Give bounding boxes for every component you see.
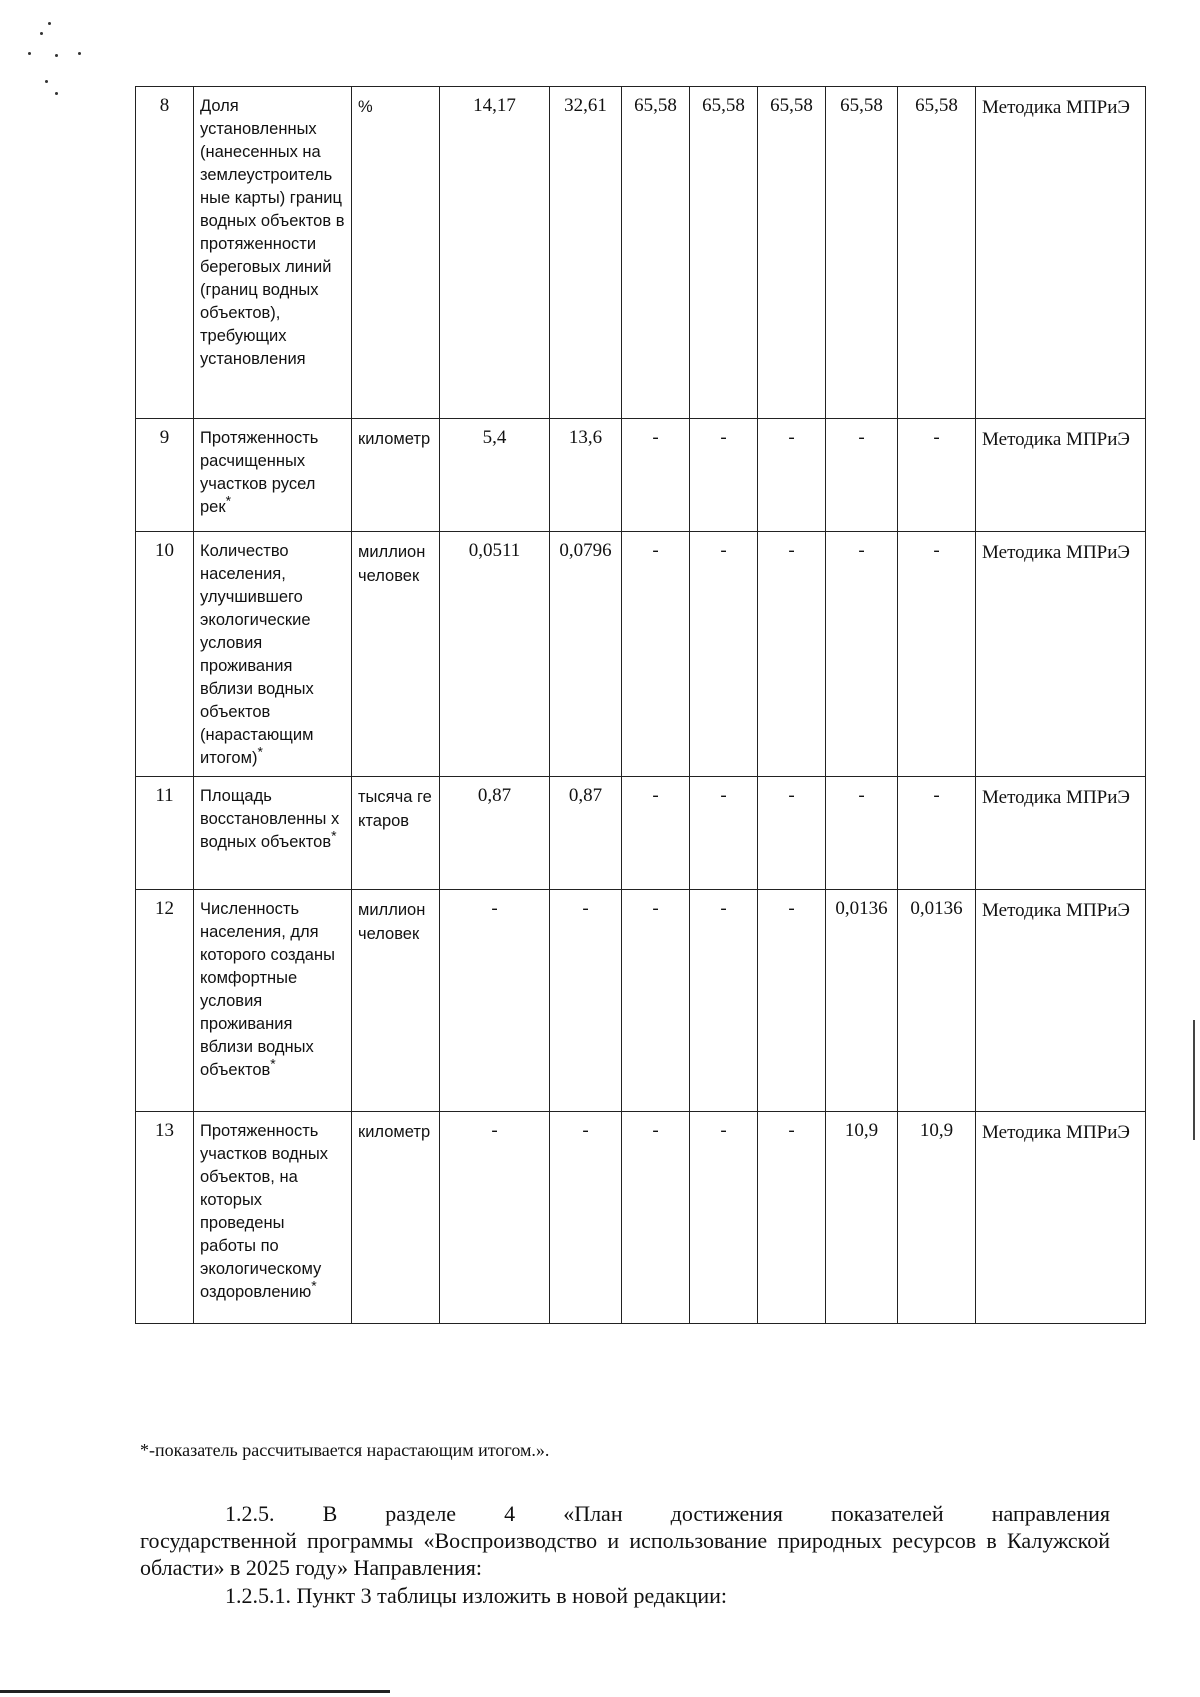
value-cell: 65,58 (622, 87, 690, 419)
value-cell: 10,9 (826, 1112, 898, 1324)
unit-of-measure: миллион человек (352, 890, 440, 1112)
value-cell: - (758, 890, 826, 1112)
scan-speck (78, 52, 81, 55)
value-cell: - (690, 777, 758, 890)
value-cell: - (898, 419, 976, 532)
value-cell: 5,4 (440, 419, 550, 532)
methodology-source: Методика МПРиЭ (976, 1112, 1146, 1324)
value-cell: - (690, 419, 758, 532)
cumulative-footnote-mark: * (311, 1277, 317, 1294)
footnote: *-показатель рассчитывается нарастающим итогом.». (140, 1440, 550, 1460)
cumulative-footnote-mark: * (270, 1055, 276, 1072)
value-cell: - (826, 532, 898, 777)
indicators-table (135, 86, 1146, 1324)
value-cell: - (550, 890, 622, 1112)
scan-speck (45, 80, 48, 83)
value-cell: 32,61 (550, 87, 622, 419)
value-cell: - (690, 890, 758, 1112)
value-cell: - (898, 777, 976, 890)
unit-of-measure: километр (352, 1112, 440, 1324)
scan-speck (55, 54, 58, 57)
row-number: 8 (136, 87, 194, 419)
methodology-source: Методика МПРиЭ (976, 419, 1146, 532)
value-cell: - (690, 1112, 758, 1324)
indicator-name-text: Протяженность участков водных объектов, на которых проведены работы по экологическому оздоровлению (200, 1122, 329, 1301)
value-cell: 0,0136 (826, 890, 898, 1112)
table-row (136, 87, 1146, 419)
table-row (136, 890, 1146, 1112)
value-cell: 13,6 (550, 419, 622, 532)
value-cell: - (622, 1112, 690, 1324)
table-row (136, 532, 1146, 777)
value-cell: 10,9 (898, 1112, 976, 1324)
value-cell: - (826, 419, 898, 532)
scan-speck (40, 32, 43, 35)
value-cell: 0,87 (550, 777, 622, 890)
value-cell: - (622, 890, 690, 1112)
table-row (136, 1112, 1146, 1324)
unit-of-measure: километр (352, 419, 440, 532)
unit-of-measure: % (352, 87, 440, 419)
scan-speck (28, 52, 31, 55)
indicator-name (194, 890, 352, 1112)
indicator-name (194, 777, 352, 890)
table-body (136, 87, 1146, 1324)
value-cell: - (440, 890, 550, 1112)
row-number: 12 (136, 890, 194, 1112)
scan-speck (55, 92, 58, 95)
cumulative-footnote-mark: * (257, 743, 263, 760)
indicator-name (194, 532, 352, 777)
row-number: 9 (136, 419, 194, 532)
value-cell: 0,0136 (898, 890, 976, 1112)
value-cell: 0,87 (440, 777, 550, 890)
table-row (136, 777, 1146, 890)
paragraph-1-2-5-rest: государственной программы «Воспроизводство и использование природных ресурсов в Калужской области» в 2025 году» Направления: (140, 1528, 1110, 1580)
row-number: 10 (136, 532, 194, 777)
indicator-name (194, 87, 352, 419)
indicator-name-text: Количество населения, улучшившего экологические условия проживания вблизи водных объектов (нарастающим итогом) (200, 542, 314, 767)
indicator-name (194, 1112, 352, 1324)
paragraph-1-2-5-1: 1.2.5.1. Пункт 3 таблицы изложить в новой редакции: (225, 1583, 728, 1608)
value-cell: - (758, 419, 826, 532)
value-cell: 65,58 (898, 87, 976, 419)
value-cell: - (622, 777, 690, 890)
value-cell: - (550, 1112, 622, 1324)
indicator-name-text: Площадь восстановленны х водных объектов (200, 787, 340, 851)
value-cell: - (622, 532, 690, 777)
methodology-source: Методика МПРиЭ (976, 777, 1146, 890)
value-cell: 65,58 (758, 87, 826, 419)
methodology-source: Методика МПРиЭ (976, 532, 1146, 777)
unit-of-measure: тысяча гектаров (352, 777, 440, 890)
table-row (136, 419, 1146, 532)
scan-speck (48, 22, 51, 25)
indicator-name-text: Численность населения, для которого созданы комфортные условия проживания вблизи водных объектов (200, 900, 335, 1079)
value-cell: 0,0511 (440, 532, 550, 777)
value-cell: 65,58 (690, 87, 758, 419)
value-cell: - (758, 532, 826, 777)
value-cell: 14,17 (440, 87, 550, 419)
cumulative-footnote-mark: * (331, 827, 337, 844)
value-cell: - (758, 1112, 826, 1324)
value-cell: - (440, 1112, 550, 1324)
value-cell: - (826, 777, 898, 890)
unit-of-measure: миллион человек (352, 532, 440, 777)
value-cell: - (898, 532, 976, 777)
value-cell: 65,58 (826, 87, 898, 419)
value-cell: - (690, 532, 758, 777)
methodology-source: Методика МПРиЭ (976, 87, 1146, 419)
row-number: 11 (136, 777, 194, 890)
value-cell: - (622, 419, 690, 532)
value-cell: 0,0796 (550, 532, 622, 777)
methodology-source: Методика МПРиЭ (976, 890, 1146, 1112)
row-number: 13 (136, 1112, 194, 1324)
indicator-name-text: Протяженность расчищенных участков русел рек (200, 429, 319, 516)
value-cell: - (758, 777, 826, 890)
bottom-rule (0, 1690, 390, 1693)
indicator-name-text: Доля установленных (нанесенных на землеустроитель ные карты) границ водных объектов в протяженности береговых линий (границ водных объектов), требующих установления (200, 97, 345, 368)
scan-edge-mark (1193, 1020, 1195, 1140)
paragraph-1-2-5 (140, 1500, 1110, 1581)
paragraph-1-2-5-first-line: 1.2.5. В разделе 4 «План достижения показателей направления (225, 1501, 1110, 1526)
indicator-name (194, 419, 352, 532)
cumulative-footnote-mark: * (225, 492, 232, 509)
